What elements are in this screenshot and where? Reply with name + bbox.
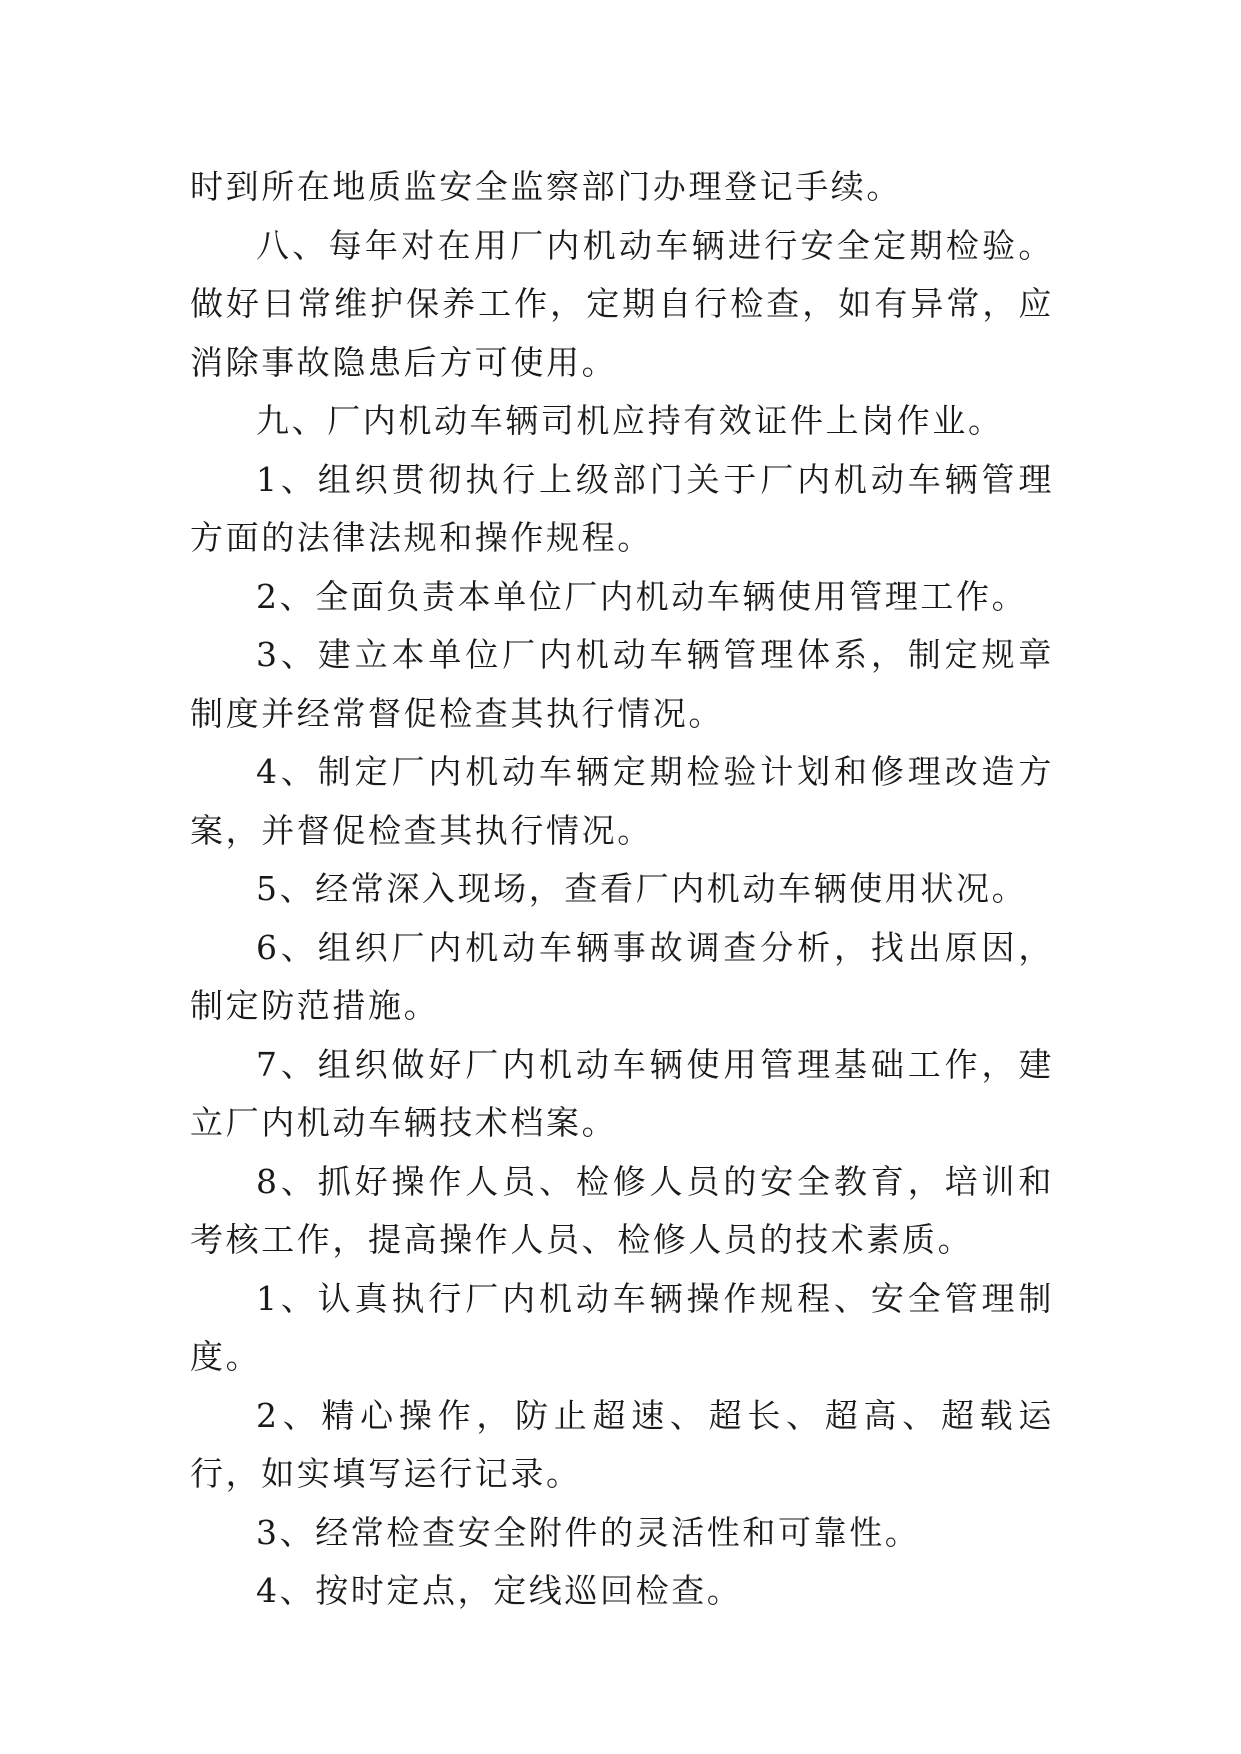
paragraph-operator-4: 4、按时定点，定线巡回检查。 bbox=[256, 1571, 743, 1610]
paragraph-operator-1: 1、认真执行厂内机动车辆操作规程、安全管理制度。 bbox=[190, 1278, 1054, 1376]
paragraph-duty-5: 5、经常深入现场，查看厂内机动车辆使用状况。 bbox=[256, 869, 1028, 908]
paragraph-item-9: 九、厂内机动车辆司机应持有效证件上岗作业。 bbox=[256, 401, 1004, 440]
document-body bbox=[190, 158, 1054, 1621]
paragraph-item-8: 八、每年对在用厂内机动车辆进行安全定期检验。做好日常维护保养工作，定期自行检查，如有异常，应消除事故隐患后方可使用。 bbox=[190, 225, 1054, 382]
paragraph-duty-2: 2、全面负责本单位厂内机动车辆使用管理工作。 bbox=[256, 576, 1028, 616]
paragraph-operator-2: 2、精心操作，防止超速、超长、超高、超载运行，如实填写运行记录。 bbox=[190, 1395, 1054, 1493]
paragraph-duty-6: 6、组织厂内机动车辆事故调查分析，找出原因，制定防范措施。 bbox=[190, 927, 1054, 1025]
paragraph-duty-1: 1、组织贯彻执行上级部门关于厂内机动车辆管理方面的法律法规和操作规程。 bbox=[190, 459, 1054, 557]
paragraph-duty-4: 4、制定厂内机动车辆定期检验计划和修理改造方案，并督促检查其执行情况。 bbox=[190, 752, 1054, 850]
paragraph-continuation: 时到所在地质监安全监察部门办理登记手续。 bbox=[190, 167, 902, 206]
paragraph-duty-8: 8、抓好操作人员、检修人员的安全教育，培训和考核工作，提高操作人员、检修人员的技术素质。 bbox=[190, 1161, 1054, 1259]
paragraph-duty-3: 3、建立本单位厂内机动车辆管理体系，制定规章制度并经常督促检查其执行情况。 bbox=[190, 635, 1054, 733]
paragraph-duty-7: 7、组织做好厂内机动车辆使用管理基础工作，建立厂内机动车辆技术档案。 bbox=[190, 1044, 1054, 1142]
paragraph-operator-3: 3、经常检查安全附件的灵活性和可靠性。 bbox=[256, 1512, 921, 1552]
